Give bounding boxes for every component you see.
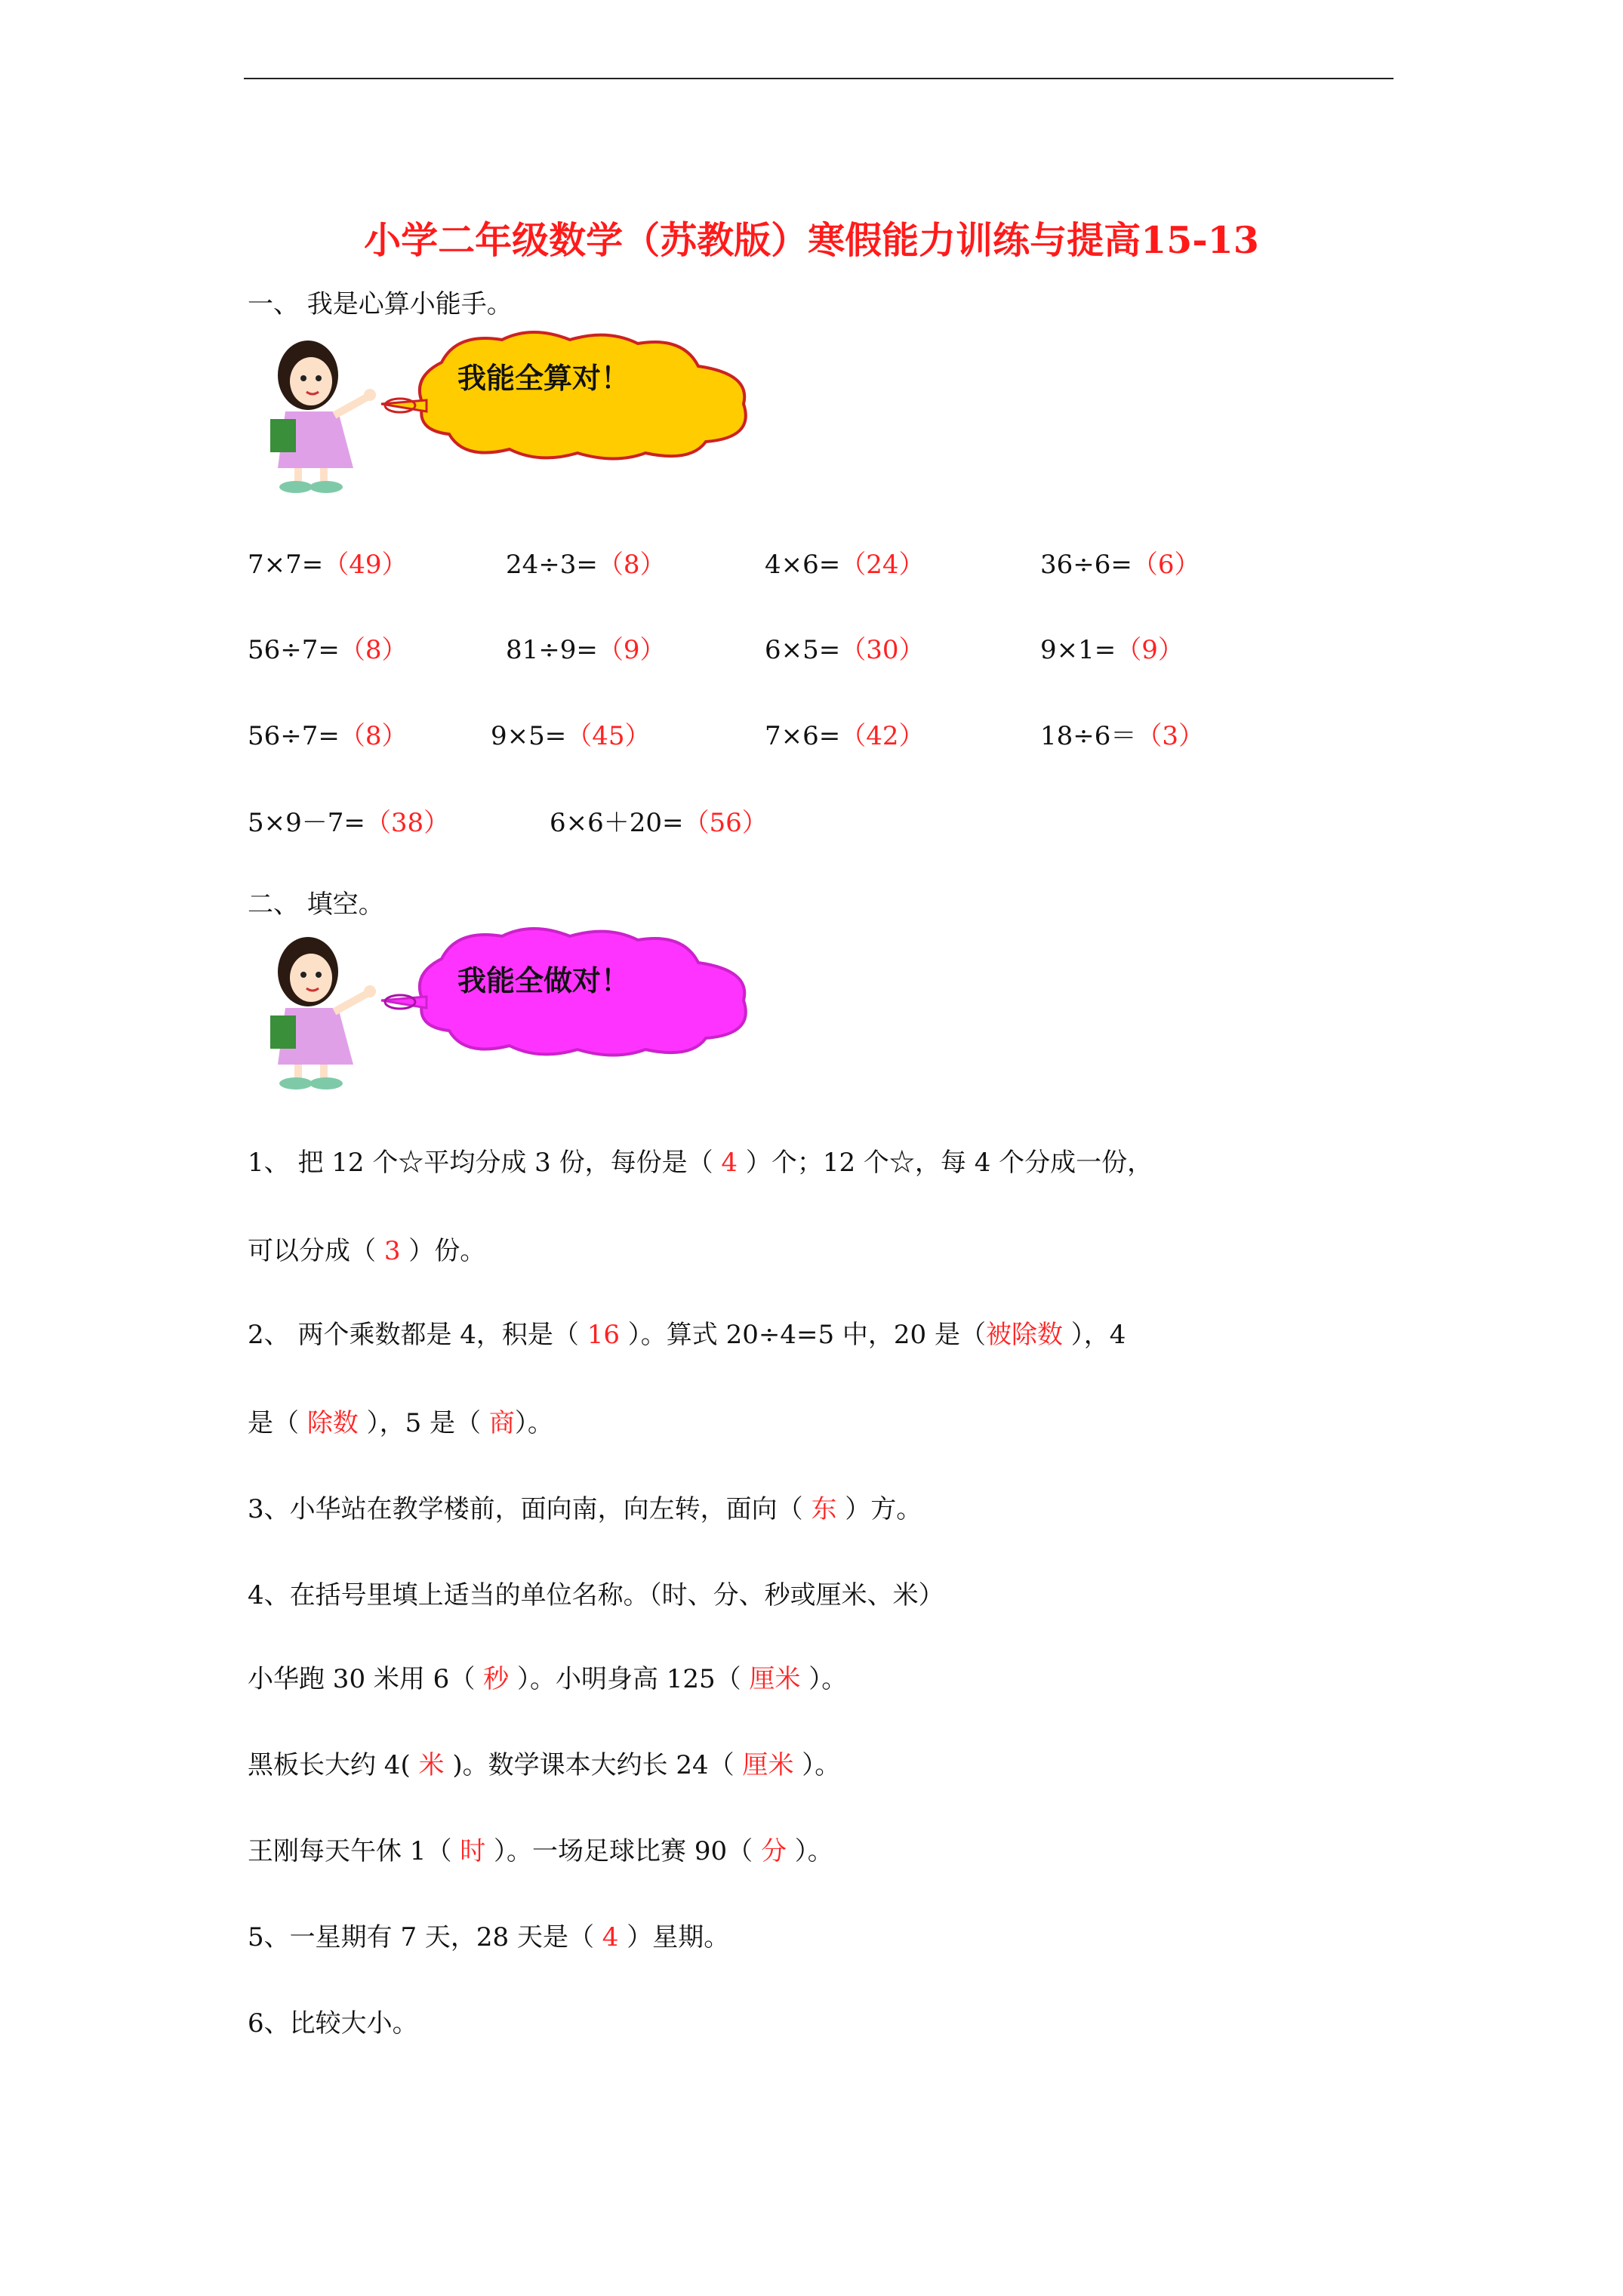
header-rule — [244, 78, 1394, 79]
bubble-text-2: 我能全做对！ — [457, 964, 630, 997]
math-item: 9×1=（9） — [1040, 635, 1184, 665]
math-item: 7×7=（49） — [248, 550, 408, 580]
question-5: 5、一星期有 7 天，28 天是（ 4 ）星期。 — [248, 1922, 730, 1952]
question-1-line-1: 1、 把 12 个☆平均分成 3 份，每份是（ 4 ）个；12 个☆，每 4 个分成一份， — [248, 1148, 1153, 1178]
question-3: 3、小华站在教学楼前，面向南，向左转，面向（ 东 ）方。 — [248, 1494, 922, 1524]
math-item: 56÷7=（8） — [248, 721, 408, 751]
math-item: 5×9－7=（38） — [248, 808, 450, 838]
bubble-text-1: 我能全算对！ — [457, 362, 630, 395]
question-4-heading: 4、在括号里填上适当的单位名称。（时、分、秒或厘米、米） — [248, 1580, 944, 1610]
math-item: 36÷6=（6） — [1040, 550, 1200, 580]
math-item: 4×6=（24） — [765, 550, 925, 580]
question-4-row-1: 小华跑 30 米用 6（ 秒 ）。小明身高 125（ 厘米 ）。 — [248, 1664, 848, 1694]
math-item: 7×6=（42） — [765, 721, 925, 751]
section2-heading: 二、 填空。 — [248, 889, 384, 920]
question-1-line-2: 可以分成（ 3 ）份。 — [248, 1236, 486, 1266]
math-item: 18÷6＝（3） — [1040, 721, 1205, 751]
math-item: 56÷7=（8） — [248, 635, 408, 665]
question-4-row-3: 王刚每天午休 1（ 时 ）。一场足球比赛 90（ 分 ）。 — [248, 1836, 833, 1866]
math-item: 6×6＋20=（56） — [550, 808, 768, 838]
math-item: 24÷3=（8） — [506, 550, 666, 580]
question-4-row-2: 黑板长大约 4( 米 )。数学课本大约长 24（ 厘米 ）。 — [248, 1750, 841, 1780]
section1-heading: 一、 我是心算小能手。 — [248, 289, 513, 319]
question-2-line-2: 是（ 除数 ），5 是（ 商）。 — [248, 1408, 553, 1438]
math-item: 6×5=（30） — [765, 635, 925, 665]
question-2-line-1: 2、 两个乘数都是 4，积是（ 16 ）。算式 20÷4=5 中，20 是（被除数 ），4 — [248, 1320, 1126, 1350]
math-item: 9×5=（45） — [491, 721, 651, 751]
math-item: 81÷9=（9） — [506, 635, 666, 665]
page-title: 小学二年级数学（苏教版）寒假能力训练与提高15-13 — [364, 218, 1259, 262]
question-6: 6、比较大小。 — [248, 2008, 418, 2039]
